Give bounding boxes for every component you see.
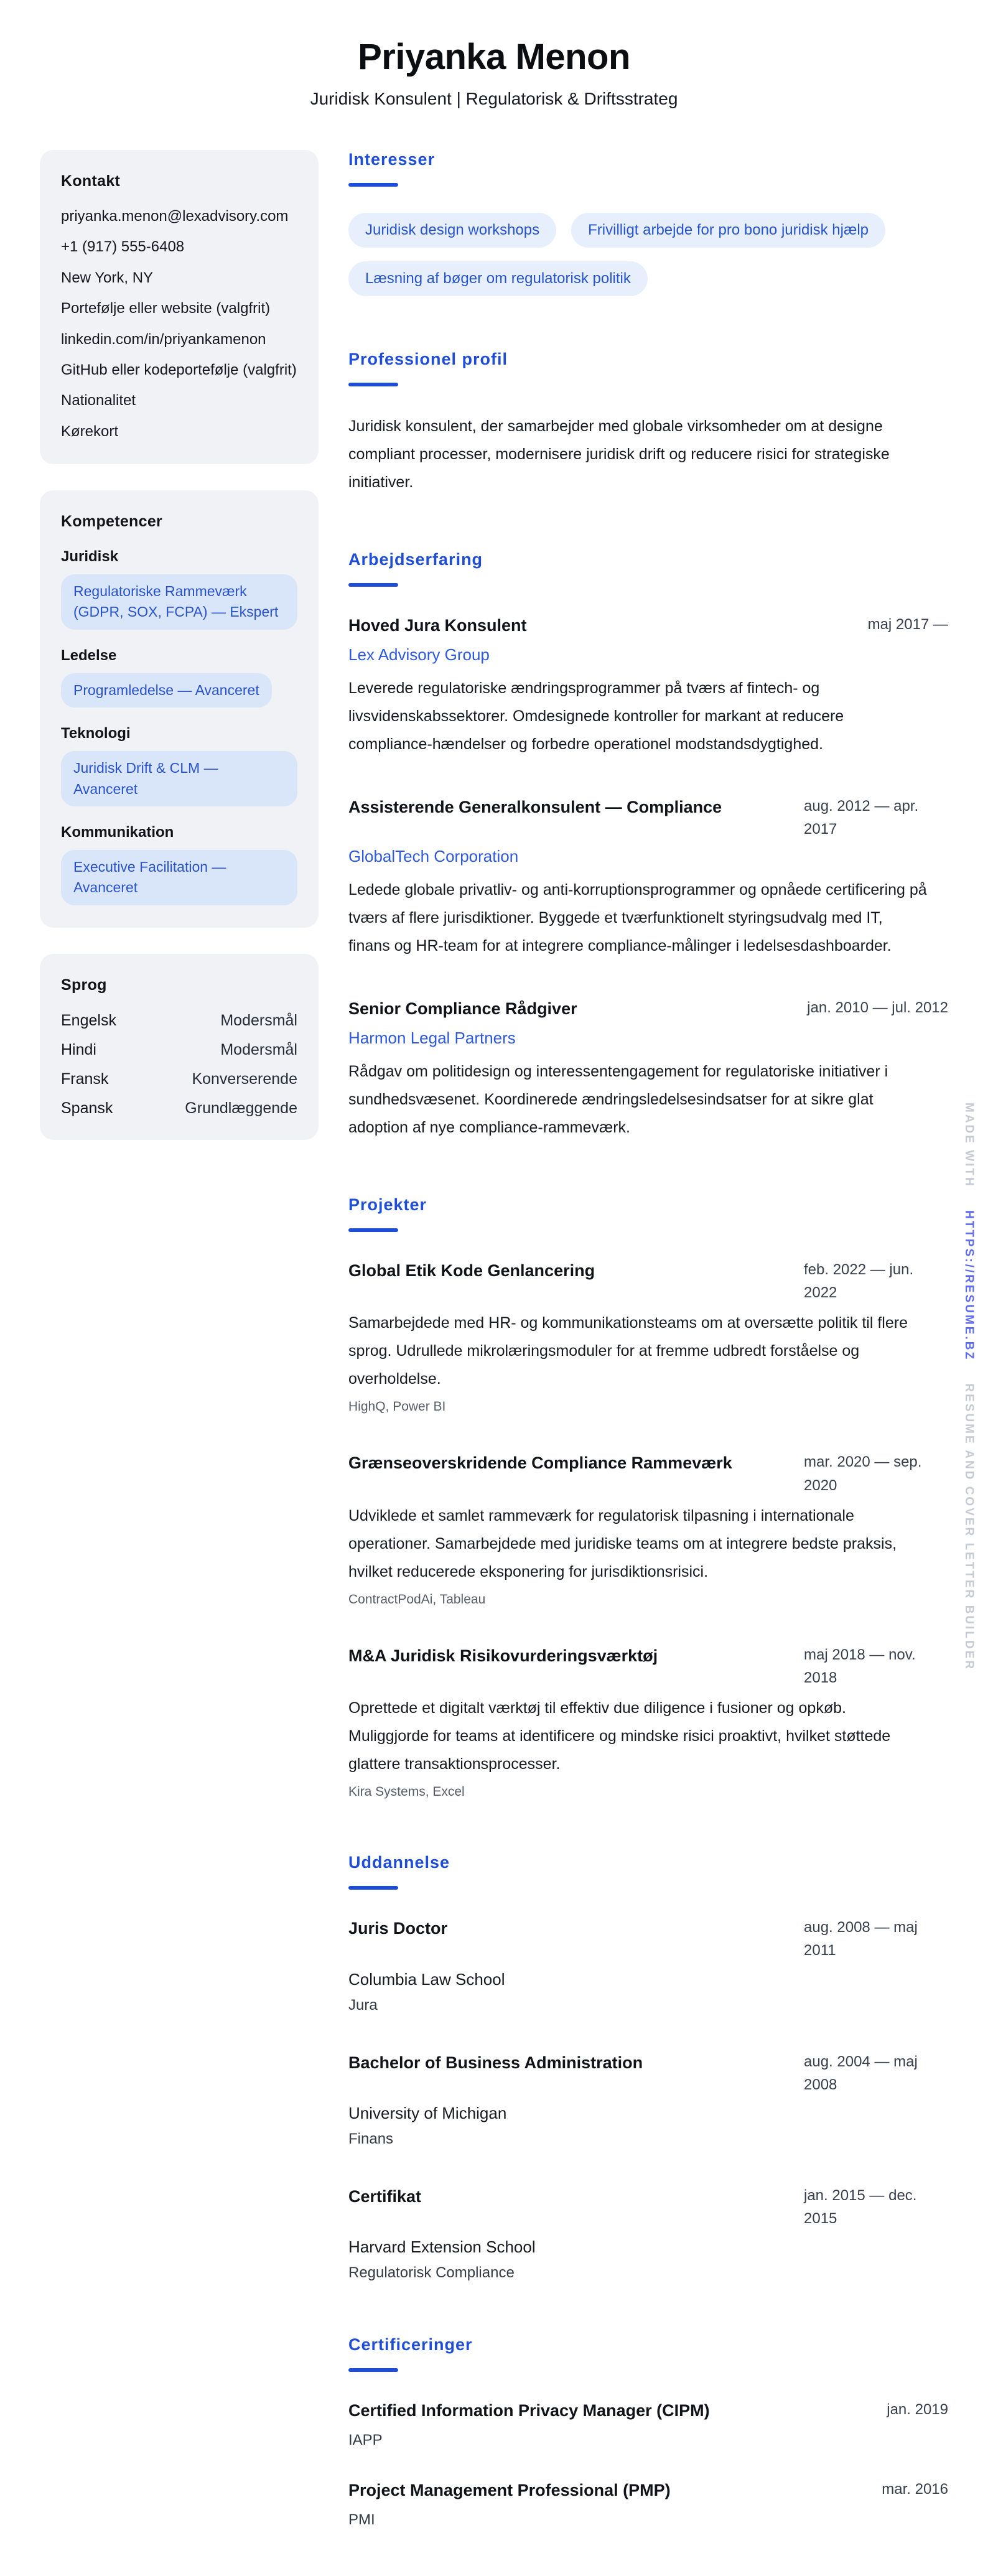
education-school: Columbia Law School xyxy=(348,1969,505,1989)
project-header xyxy=(348,1258,948,1304)
education-field: Finans xyxy=(348,2130,394,2147)
project-description: Oprettede et digitalt værktøj til effektiv due diligence i fusioner og opkøb. Muliggjorde for teams at identificere og mindske risici proaktivt, hvilket støttede glattere transaktionsprocesser. xyxy=(348,1699,891,1773)
skill-group-label: Juridisk xyxy=(61,548,119,566)
project-description: Udviklede et samlet rammeværk for regulatorisk tilpasning i internationale operationer. Samarbejdede med juridiske teams om at integrere bedste praksis, hvilket reducerede eksponering for jurisdiktionsrisici. xyxy=(348,1506,897,1580)
section-title-interests: Interesser xyxy=(348,150,436,169)
watermark-url-link[interactable]: HTTPS://RESUME.BZ xyxy=(962,1210,976,1361)
job-company-link[interactable]: Lex Advisory Group xyxy=(348,645,490,664)
education-dates: aug. 2008 — maj 2011 xyxy=(804,1919,918,1959)
certification-name: Project Management Professional (PMP) xyxy=(348,2481,671,2500)
job-entry xyxy=(348,996,948,1142)
certification-entry xyxy=(348,2398,948,2449)
contact-title: Kontakt xyxy=(61,172,121,190)
section-profile xyxy=(348,350,948,497)
language-row xyxy=(61,1041,297,1059)
watermark xyxy=(962,1103,976,1671)
certification-date: mar. 2016 xyxy=(882,2481,948,2498)
education-entry xyxy=(348,2050,948,2148)
section-education xyxy=(348,1853,948,2282)
job-description: Leverede regulatoriske ændringsprogrammer på tværs af fintech- og livsvidenskabssektorer. Omdesignede kontroller for markant at reducere compliance-hændelser og forbedre operationel modstandsdygtighed. xyxy=(348,679,844,753)
interest-pills xyxy=(348,213,948,296)
skill-pill: Regulatoriske Rammeværk (GDPR, SOX, FCPA) — Ekspert xyxy=(61,574,297,630)
job-description: Ledede globale privatliv- og anti-korruptionsprogrammer og opnåede certificering på tværs af flere jurisdiktioner. Byggede et tværfunktionelt styringsudvalg med IT, finans og HR-team for at integrere compliance-målinger i ledelsesdashboarder. xyxy=(348,881,927,955)
skill-group-label: Kommunikation xyxy=(61,823,174,841)
section-title-profile: Professionel profil xyxy=(348,350,508,368)
job-header xyxy=(348,996,948,1022)
language-name: Hindi xyxy=(61,1040,96,1058)
language-level: Konverserende xyxy=(192,1070,297,1088)
skill-pill: Juridisk Drift & CLM — Avanceret xyxy=(61,751,297,806)
education-school: University of Michigan xyxy=(348,2103,507,2122)
section-title-experience: Arbejdserfaring xyxy=(348,550,483,569)
section-interests xyxy=(348,150,948,296)
project-entry xyxy=(348,1450,948,1607)
education-list xyxy=(348,1916,948,2282)
job-title: Assisterende Generalkonsulent — Compliance xyxy=(348,797,722,816)
language-row xyxy=(61,1070,297,1088)
skill-pill: Executive Facilitation — Avanceret xyxy=(61,850,297,905)
interest-pill: Læsning af bøger om regulatorisk politik xyxy=(348,261,648,296)
project-description: Samarbejdede med HR- og kommunikationsteams om at oversætte politik til flere sprog. Udrullede mikrolæringsmoduler for at fremme udbredt forståelse og overholdelse. xyxy=(348,1314,908,1388)
skill-group-label: Teknologi xyxy=(61,725,131,742)
watermark-made-with: MADE WITH xyxy=(962,1103,976,1188)
job-header xyxy=(348,795,948,841)
skill-group-label: Ledelse xyxy=(61,646,117,664)
language-name: Fransk xyxy=(61,1070,109,1088)
language-name: Spansk xyxy=(61,1099,113,1117)
contact-email[interactable]: priyanka.menon@lexadvisory.com xyxy=(61,208,289,225)
project-header xyxy=(348,1643,948,1689)
section-rule xyxy=(348,183,398,187)
certification-entry xyxy=(348,2478,948,2529)
education-dates: aug. 2004 — maj 2008 xyxy=(804,2053,918,2093)
contact-website-placeholder: Portefølje eller website (valgfrit) xyxy=(61,300,271,317)
job-company-link[interactable]: Harmon Legal Partners xyxy=(348,1029,516,1048)
education-degree: Juris Doctor xyxy=(348,1919,448,1938)
languages-table xyxy=(61,1012,297,1118)
language-row xyxy=(61,1012,297,1030)
project-dates: mar. 2020 — sep. 2020 xyxy=(804,1454,922,1494)
languages-card xyxy=(40,954,319,1140)
language-level: Modersmål xyxy=(220,1040,297,1058)
contact-linkedin[interactable]: linkedin.com/in/priyankamenon xyxy=(61,330,266,348)
certifications-list xyxy=(348,2398,948,2529)
section-experience xyxy=(348,550,948,1142)
education-entry xyxy=(348,2184,948,2282)
certification-date: jan. 2019 xyxy=(887,2401,948,2419)
education-header xyxy=(348,2184,948,2230)
experience-list xyxy=(348,613,948,1142)
certification-org: IAPP xyxy=(348,2432,383,2449)
project-dates: feb. 2022 — jun. 2022 xyxy=(804,1261,914,1302)
education-degree: Certifikat xyxy=(348,2186,422,2206)
section-rule xyxy=(348,583,398,587)
job-company-link[interactable]: GlobalTech Corporation xyxy=(348,847,519,866)
contact-phone: +1 (917) 555-6408 xyxy=(61,238,185,256)
job-entry xyxy=(348,795,948,960)
education-field: Jura xyxy=(348,1996,378,2014)
profile-text: Juridisk konsulent, der samarbejder med globale virksomheder om at designe compliant processer, modernisere juridisk drift og reducere risici for strategiske initiativer. xyxy=(348,418,890,491)
project-title: Grænseoverskridende Compliance Rammeværk xyxy=(348,1454,732,1473)
project-tools: Kira Systems, Excel xyxy=(348,1785,465,1799)
project-title: M&A Juridisk Risikovurderingsværktøj xyxy=(348,1646,658,1665)
job-title: Senior Compliance Rådgiver xyxy=(348,999,577,1019)
job-entry xyxy=(348,613,948,758)
skill-group-communication xyxy=(61,824,297,905)
projects-list xyxy=(348,1258,948,1799)
section-certifications xyxy=(348,2335,948,2529)
job-dates: aug. 2012 — apr. 2017 xyxy=(804,797,919,838)
languages-title: Sprog xyxy=(61,976,107,994)
section-rule xyxy=(348,1886,398,1890)
education-school: Harvard Extension School xyxy=(348,2238,536,2257)
contact-card xyxy=(40,150,319,464)
skill-group-leadership xyxy=(61,647,297,707)
main-column xyxy=(348,150,948,2529)
content-columns xyxy=(0,150,988,2529)
education-field: Regulatorisk Compliance xyxy=(348,2264,515,2282)
project-title: Global Etik Kode Genlancering xyxy=(348,1261,595,1281)
skills-card xyxy=(40,490,319,927)
job-dates: jan. 2010 — jul. 2012 xyxy=(807,999,948,1017)
language-level: Grundlæggende xyxy=(185,1099,297,1117)
section-rule xyxy=(348,1228,398,1232)
section-projects xyxy=(348,1195,948,1799)
education-degree: Bachelor of Business Administration xyxy=(348,2053,643,2072)
resume-header xyxy=(0,36,988,109)
contact-drivers-license: Kørekort xyxy=(61,422,119,440)
candidate-name: Priyanka Menon xyxy=(358,37,630,77)
certification-name: Certified Information Privacy Manager (CIPM) xyxy=(348,2401,710,2420)
contact-location: New York, NY xyxy=(61,269,154,286)
language-name: Engelsk xyxy=(61,1011,116,1029)
project-tools: ContractPodAi, Tableau xyxy=(348,1592,486,1607)
contact-list xyxy=(61,207,297,442)
project-dates: maj 2018 — nov. 2018 xyxy=(804,1646,916,1686)
certification-org: PMI xyxy=(348,2511,375,2528)
sidebar xyxy=(40,150,319,1140)
education-header xyxy=(348,1916,948,1962)
skill-group-legal xyxy=(61,548,297,630)
education-dates: jan. 2015 — dec. 2015 xyxy=(804,2186,917,2228)
project-entry xyxy=(348,1258,948,1414)
education-header xyxy=(348,2050,948,2096)
interest-pill: Frivilligt arbejde for pro bono juridisk hjælp xyxy=(571,213,885,248)
section-title-projects: Projekter xyxy=(348,1195,427,1215)
section-title-certifications: Certificeringer xyxy=(348,2335,473,2354)
language-level: Modersmål xyxy=(220,1011,297,1029)
language-row xyxy=(61,1099,297,1118)
education-entry xyxy=(348,1916,948,2014)
job-description: Rådgav om politidesign og interessentengagement for regulatoriske initiativer i sundhedsvæsenet. Koordinerede ændringsledelsesindsatser for at sikre glat adoption af nye compliance-rammeværk. xyxy=(348,1063,888,1137)
job-header xyxy=(348,613,948,639)
candidate-headline: Juridisk Konsulent | Regulatorisk & Driftsstrateg xyxy=(310,89,678,108)
interest-pill: Juridisk design workshops xyxy=(348,213,556,248)
certification-header xyxy=(348,2478,948,2504)
section-rule xyxy=(348,2368,398,2372)
section-title-education: Uddannelse xyxy=(348,1853,450,1872)
skill-group-technology xyxy=(61,725,297,806)
project-tools: HighQ, Power BI xyxy=(348,1399,446,1414)
contact-github-placeholder: GitHub eller kodeportefølje (valgfrit) xyxy=(61,361,297,378)
skills-title: Kompetencer xyxy=(61,513,163,531)
project-entry xyxy=(348,1643,948,1799)
watermark-builder-text: RESUME AND COVER LETTER BUILDER xyxy=(962,1383,976,1671)
job-title: Hoved Jura Konsulent xyxy=(348,616,527,635)
job-dates: maj 2017 — xyxy=(867,616,948,633)
section-rule xyxy=(348,383,398,386)
certification-header xyxy=(348,2398,948,2424)
skill-pill: Programledelse — Avanceret xyxy=(61,673,272,707)
contact-nationality: Nationalitet xyxy=(61,392,136,409)
project-header xyxy=(348,1450,948,1496)
